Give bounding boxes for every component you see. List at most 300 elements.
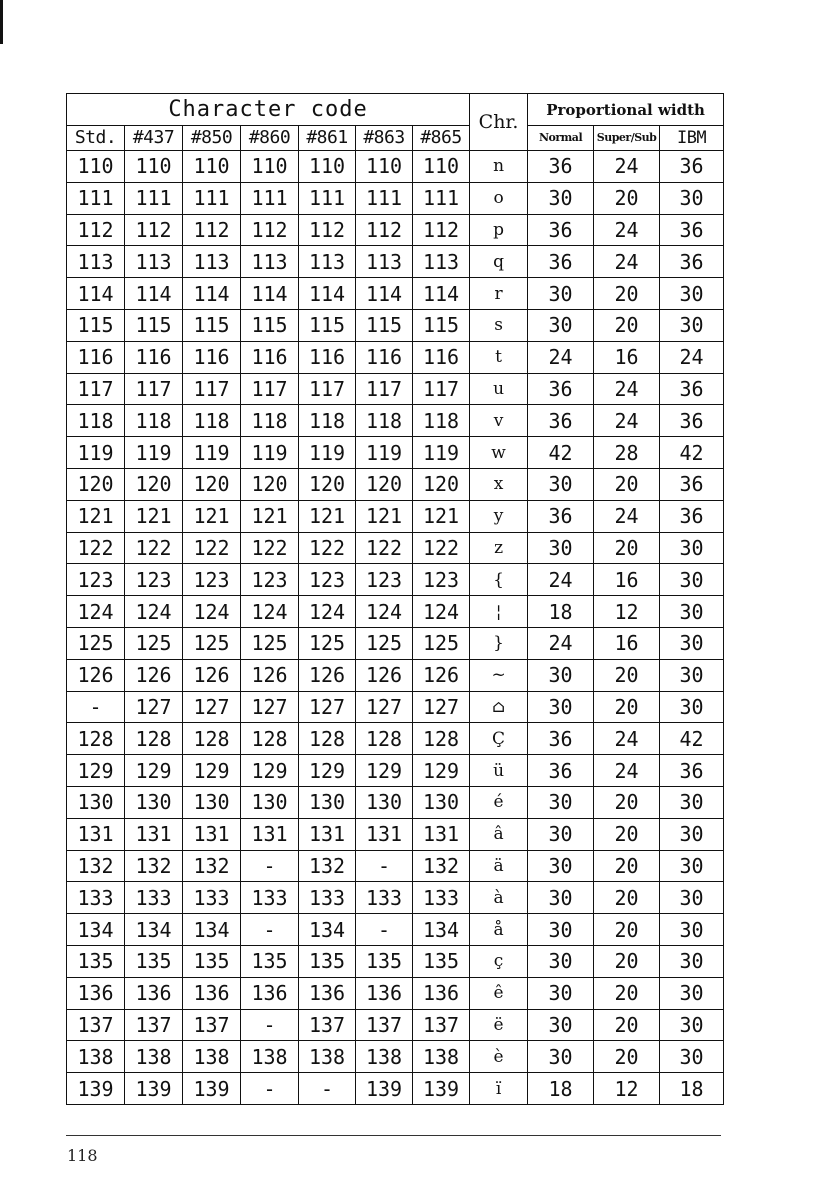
width-cell-ibm: 30 [660, 786, 724, 818]
code-cell-863: 120 [356, 468, 413, 500]
code-cell-861: 115 [299, 309, 356, 341]
width-cell-ibm: 36 [660, 500, 724, 532]
code-cell-850: 123 [183, 564, 241, 596]
width-cell-normal: 42 [528, 437, 594, 469]
table-row [67, 945, 724, 977]
code-cell-std: 136 [67, 977, 125, 1009]
width-cell-normal: 30 [528, 182, 594, 214]
column-heading-861: #861 [299, 126, 356, 151]
width-cell-normal: 24 [528, 564, 594, 596]
table-row [67, 1073, 724, 1105]
code-cell-865: 131 [413, 818, 470, 850]
width-cell-ibm: 30 [660, 691, 724, 723]
code-cell-std: 131 [67, 818, 125, 850]
width-cell-super-sub: 24 [594, 214, 660, 246]
code-cell-861: 123 [299, 564, 356, 596]
table-row [67, 627, 724, 659]
code-cell-865: 112 [413, 214, 470, 246]
code-cell-865: 119 [413, 437, 470, 469]
width-cell-super-sub: 24 [594, 723, 660, 755]
code-cell-861: 126 [299, 659, 356, 691]
code-cell-std: 116 [67, 341, 125, 373]
code-cell-437: 135 [125, 945, 183, 977]
table-row [67, 500, 724, 532]
code-cell-437: 134 [125, 914, 183, 946]
character-cell: q [470, 246, 528, 278]
code-cell-861: 124 [299, 596, 356, 628]
width-cell-ibm: 30 [660, 977, 724, 1009]
character-cell: ë [470, 1009, 528, 1041]
width-cell-ibm: 36 [660, 246, 724, 278]
code-cell-863: 122 [356, 532, 413, 564]
code-cell-865: 125 [413, 627, 470, 659]
table-row [67, 373, 724, 405]
code-cell-865: 128 [413, 723, 470, 755]
width-cell-super-sub: 20 [594, 818, 660, 850]
code-cell-863: 115 [356, 309, 413, 341]
code-cell-437: 138 [125, 1041, 183, 1073]
code-cell-863: 131 [356, 818, 413, 850]
width-cell-normal: 36 [528, 373, 594, 405]
width-cell-super-sub: 20 [594, 309, 660, 341]
code-cell-861: 135 [299, 945, 356, 977]
width-cell-super-sub: 20 [594, 691, 660, 723]
table-row [67, 214, 724, 246]
code-cell-863: - [356, 850, 413, 882]
code-cell-850: 133 [183, 882, 241, 914]
width-cell-normal: 30 [528, 882, 594, 914]
width-cell-normal: 30 [528, 278, 594, 310]
code-cell-std: 118 [67, 405, 125, 437]
code-cell-861: 111 [299, 182, 356, 214]
code-cell-865: 139 [413, 1073, 470, 1105]
code-cell-863: 118 [356, 405, 413, 437]
code-cell-861: - [299, 1073, 356, 1105]
code-cell-std: 123 [67, 564, 125, 596]
width-cell-ibm: 30 [660, 182, 724, 214]
code-cell-860: - [241, 850, 299, 882]
character-cell: x [470, 468, 528, 500]
width-cell-normal: 30 [528, 914, 594, 946]
code-cell-860: 113 [241, 246, 299, 278]
width-cell-super-sub: 24 [594, 151, 660, 183]
character-cell: r [470, 278, 528, 310]
width-cell-super-sub: 20 [594, 850, 660, 882]
width-cell-normal: 30 [528, 818, 594, 850]
width-cell-normal: 30 [528, 786, 594, 818]
width-cell-super-sub: 16 [594, 341, 660, 373]
code-cell-437: 126 [125, 659, 183, 691]
width-cell-ibm: 30 [660, 564, 724, 596]
code-cell-850: 129 [183, 755, 241, 787]
width-cell-super-sub: 20 [594, 659, 660, 691]
code-cell-860: 120 [241, 468, 299, 500]
table-row [67, 882, 724, 914]
code-cell-865: 132 [413, 850, 470, 882]
code-cell-std: 113 [67, 246, 125, 278]
width-cell-super-sub: 20 [594, 945, 660, 977]
character-cell: å [470, 914, 528, 946]
table-row [67, 755, 724, 787]
code-cell-850: 130 [183, 786, 241, 818]
width-cell-ibm: 36 [660, 151, 724, 183]
width-cell-normal: 30 [528, 1009, 594, 1041]
code-cell-437: 136 [125, 977, 183, 1009]
character-cell: } [470, 627, 528, 659]
width-cell-super-sub: 20 [594, 882, 660, 914]
code-cell-437: 133 [125, 882, 183, 914]
character-cell: è [470, 1041, 528, 1073]
code-cell-850: 116 [183, 341, 241, 373]
table-row [67, 341, 724, 373]
code-cell-860: 129 [241, 755, 299, 787]
code-cell-863: 136 [356, 977, 413, 1009]
header-row-groups [67, 94, 724, 126]
width-cell-ibm: 30 [660, 818, 724, 850]
character-cell: z [470, 532, 528, 564]
code-cell-std: 125 [67, 627, 125, 659]
character-cell: ¦ [470, 596, 528, 628]
code-cell-std: 128 [67, 723, 125, 755]
footer-rule [66, 1135, 721, 1136]
width-cell-normal: 18 [528, 1073, 594, 1105]
table-row [67, 1009, 724, 1041]
table-row [67, 532, 724, 564]
code-cell-861: 119 [299, 437, 356, 469]
code-cell-860: 128 [241, 723, 299, 755]
code-cell-437: 116 [125, 341, 183, 373]
table-row [67, 659, 724, 691]
table-row [67, 691, 724, 723]
code-cell-863: 119 [356, 437, 413, 469]
table-row [67, 151, 724, 183]
code-cell-std: 110 [67, 151, 125, 183]
code-cell-850: 119 [183, 437, 241, 469]
code-cell-865: 118 [413, 405, 470, 437]
code-cell-437: 112 [125, 214, 183, 246]
width-cell-ibm: 36 [660, 373, 724, 405]
code-cell-861: 112 [299, 214, 356, 246]
code-cell-863: 139 [356, 1073, 413, 1105]
width-cell-normal: 36 [528, 151, 594, 183]
code-cell-850: 127 [183, 691, 241, 723]
code-cell-865: 114 [413, 278, 470, 310]
width-cell-super-sub: 16 [594, 564, 660, 596]
width-cell-ibm: 30 [660, 596, 724, 628]
code-cell-std: 121 [67, 500, 125, 532]
table-row [67, 437, 724, 469]
code-cell-860: 114 [241, 278, 299, 310]
width-cell-super-sub: 24 [594, 246, 660, 278]
code-cell-std: 133 [67, 882, 125, 914]
code-cell-std: 111 [67, 182, 125, 214]
code-cell-860: - [241, 1009, 299, 1041]
width-cell-normal: 36 [528, 405, 594, 437]
code-cell-865: 113 [413, 246, 470, 278]
character-cell: v [470, 405, 528, 437]
code-cell-863: 110 [356, 151, 413, 183]
width-cell-normal: 30 [528, 691, 594, 723]
code-cell-865: 138 [413, 1041, 470, 1073]
character-cell: p [470, 214, 528, 246]
code-cell-863: 114 [356, 278, 413, 310]
table-row [67, 564, 724, 596]
width-cell-normal: 30 [528, 977, 594, 1009]
width-cell-ibm: 42 [660, 723, 724, 755]
code-cell-850: 124 [183, 596, 241, 628]
width-cell-normal: 36 [528, 246, 594, 278]
width-cell-normal: 24 [528, 341, 594, 373]
width-cell-super-sub: 20 [594, 532, 660, 564]
width-cell-normal: 30 [528, 532, 594, 564]
character-cell: ï [470, 1073, 528, 1105]
code-cell-850: 135 [183, 945, 241, 977]
code-cell-437: 113 [125, 246, 183, 278]
character-cell: u [470, 373, 528, 405]
code-cell-861: 131 [299, 818, 356, 850]
character-cell: ç [470, 945, 528, 977]
code-cell-850: 114 [183, 278, 241, 310]
code-cell-std: 139 [67, 1073, 125, 1105]
code-cell-437: 131 [125, 818, 183, 850]
code-cell-865: 117 [413, 373, 470, 405]
width-cell-ibm: 36 [660, 755, 724, 787]
code-cell-437: 129 [125, 755, 183, 787]
code-cell-860: 116 [241, 341, 299, 373]
code-cell-860: 121 [241, 500, 299, 532]
code-cell-437: 123 [125, 564, 183, 596]
width-cell-ibm: 36 [660, 468, 724, 500]
character-cell: ê [470, 977, 528, 1009]
code-cell-863: 111 [356, 182, 413, 214]
code-cell-863: 127 [356, 691, 413, 723]
code-cell-437: 119 [125, 437, 183, 469]
code-cell-std: 117 [67, 373, 125, 405]
code-cell-865: 115 [413, 309, 470, 341]
code-cell-863: 129 [356, 755, 413, 787]
code-cell-std: 135 [67, 945, 125, 977]
table-row [67, 468, 724, 500]
code-cell-850: 118 [183, 405, 241, 437]
code-cell-std: 134 [67, 914, 125, 946]
code-cell-860: 111 [241, 182, 299, 214]
code-cell-std: 114 [67, 278, 125, 310]
table-row [67, 246, 724, 278]
code-cell-863: 124 [356, 596, 413, 628]
code-cell-860: 123 [241, 564, 299, 596]
code-cell-865: 116 [413, 341, 470, 373]
code-cell-863: 126 [356, 659, 413, 691]
code-cell-865: 120 [413, 468, 470, 500]
width-cell-super-sub: 24 [594, 755, 660, 787]
code-cell-860: 119 [241, 437, 299, 469]
width-cell-normal: 30 [528, 1041, 594, 1073]
code-cell-861: 117 [299, 373, 356, 405]
width-cell-ibm: 30 [660, 278, 724, 310]
table-row [67, 1041, 724, 1073]
code-cell-437: 127 [125, 691, 183, 723]
code-cell-865: 136 [413, 977, 470, 1009]
width-cell-ibm: 30 [660, 1041, 724, 1073]
column-heading-850: #850 [183, 126, 241, 151]
width-cell-ibm: 30 [660, 659, 724, 691]
table-row [67, 278, 724, 310]
code-cell-437: 117 [125, 373, 183, 405]
code-cell-865: 129 [413, 755, 470, 787]
code-cell-861: 134 [299, 914, 356, 946]
code-cell-437: 122 [125, 532, 183, 564]
code-cell-437: 114 [125, 278, 183, 310]
code-cell-865: 133 [413, 882, 470, 914]
code-cell-std: 124 [67, 596, 125, 628]
code-cell-437: 125 [125, 627, 183, 659]
code-cell-std: 120 [67, 468, 125, 500]
width-cell-ibm: 24 [660, 341, 724, 373]
width-cell-ibm: 30 [660, 532, 724, 564]
code-cell-std: 130 [67, 786, 125, 818]
width-cell-normal: 36 [528, 214, 594, 246]
character-cell: ä [470, 850, 528, 882]
code-cell-863: 137 [356, 1009, 413, 1041]
code-cell-850: 122 [183, 532, 241, 564]
character-code-heading: Character code [67, 94, 470, 126]
width-cell-normal: 30 [528, 850, 594, 882]
character-cell: à [470, 882, 528, 914]
code-cell-861: 129 [299, 755, 356, 787]
table-row [67, 309, 724, 341]
width-cell-normal: 36 [528, 500, 594, 532]
code-cell-437: 124 [125, 596, 183, 628]
width-cell-normal: 36 [528, 723, 594, 755]
code-cell-437: 128 [125, 723, 183, 755]
code-cell-860: 133 [241, 882, 299, 914]
code-cell-861: 121 [299, 500, 356, 532]
code-cell-850: 136 [183, 977, 241, 1009]
code-cell-std: 138 [67, 1041, 125, 1073]
character-cell: ⌂ [470, 691, 528, 723]
code-cell-861: 128 [299, 723, 356, 755]
code-cell-861: 138 [299, 1041, 356, 1073]
code-cell-850: 139 [183, 1073, 241, 1105]
header-row-columns [67, 126, 724, 151]
corner-mark [0, 0, 3, 44]
code-cell-861: 127 [299, 691, 356, 723]
code-cell-850: 110 [183, 151, 241, 183]
width-cell-normal: 24 [528, 627, 594, 659]
width-cell-super-sub: 20 [594, 977, 660, 1009]
code-cell-860: 124 [241, 596, 299, 628]
column-heading-super-sub: Super/Sub [594, 126, 660, 151]
table-body [67, 151, 724, 1105]
code-cell-860: 130 [241, 786, 299, 818]
code-cell-863: 128 [356, 723, 413, 755]
code-cell-860: 115 [241, 309, 299, 341]
code-cell-860: 131 [241, 818, 299, 850]
width-cell-ibm: 30 [660, 1009, 724, 1041]
code-cell-850: 128 [183, 723, 241, 755]
code-cell-861: 136 [299, 977, 356, 1009]
code-cell-865: 137 [413, 1009, 470, 1041]
code-cell-850: 138 [183, 1041, 241, 1073]
code-cell-863: 123 [356, 564, 413, 596]
code-cell-863: 112 [356, 214, 413, 246]
code-cell-860: 136 [241, 977, 299, 1009]
code-cell-860: 117 [241, 373, 299, 405]
width-cell-normal: 30 [528, 468, 594, 500]
column-heading-std: Std. [67, 126, 125, 151]
width-cell-super-sub: 20 [594, 278, 660, 310]
width-cell-ibm: 42 [660, 437, 724, 469]
code-cell-850: 125 [183, 627, 241, 659]
code-cell-863: 135 [356, 945, 413, 977]
width-cell-super-sub: 24 [594, 500, 660, 532]
code-cell-865: 111 [413, 182, 470, 214]
code-cell-861: 118 [299, 405, 356, 437]
table-header [67, 94, 724, 151]
code-cell-865: 126 [413, 659, 470, 691]
character-cell: ü [470, 755, 528, 787]
code-cell-863: - [356, 914, 413, 946]
character-code-table [66, 93, 724, 1105]
character-cell: ~ [470, 659, 528, 691]
width-cell-ibm: 30 [660, 882, 724, 914]
character-cell: é [470, 786, 528, 818]
character-cell: s [470, 309, 528, 341]
code-cell-std: 115 [67, 309, 125, 341]
code-cell-std: 122 [67, 532, 125, 564]
column-heading-437: #437 [125, 126, 183, 151]
code-cell-std: 119 [67, 437, 125, 469]
code-cell-850: 121 [183, 500, 241, 532]
code-cell-865: 127 [413, 691, 470, 723]
code-cell-865: 123 [413, 564, 470, 596]
code-cell-861: 130 [299, 786, 356, 818]
code-cell-437: 121 [125, 500, 183, 532]
code-cell-860: 125 [241, 627, 299, 659]
code-cell-850: 113 [183, 246, 241, 278]
width-cell-super-sub: 24 [594, 405, 660, 437]
code-cell-861: 125 [299, 627, 356, 659]
table-row [67, 405, 724, 437]
table-row [67, 723, 724, 755]
width-cell-ibm: 36 [660, 214, 724, 246]
width-cell-super-sub: 24 [594, 373, 660, 405]
column-heading-863: #863 [356, 126, 413, 151]
column-heading-ibm: IBM [660, 126, 724, 151]
code-cell-860: 110 [241, 151, 299, 183]
width-cell-super-sub: 12 [594, 1073, 660, 1105]
character-cell: w [470, 437, 528, 469]
character-cell: Ç [470, 723, 528, 755]
table-row [67, 786, 724, 818]
code-cell-863: 113 [356, 246, 413, 278]
code-cell-865: 110 [413, 151, 470, 183]
code-cell-850: 117 [183, 373, 241, 405]
code-cell-std: 132 [67, 850, 125, 882]
code-cell-437: 118 [125, 405, 183, 437]
code-cell-850: 126 [183, 659, 241, 691]
width-cell-normal: 30 [528, 945, 594, 977]
character-cell: { [470, 564, 528, 596]
code-cell-865: 135 [413, 945, 470, 977]
table-row [67, 850, 724, 882]
code-cell-std: 126 [67, 659, 125, 691]
width-cell-super-sub: 16 [594, 627, 660, 659]
width-cell-ibm: 30 [660, 309, 724, 341]
code-cell-863: 130 [356, 786, 413, 818]
code-cell-std: 137 [67, 1009, 125, 1041]
character-cell: o [470, 182, 528, 214]
